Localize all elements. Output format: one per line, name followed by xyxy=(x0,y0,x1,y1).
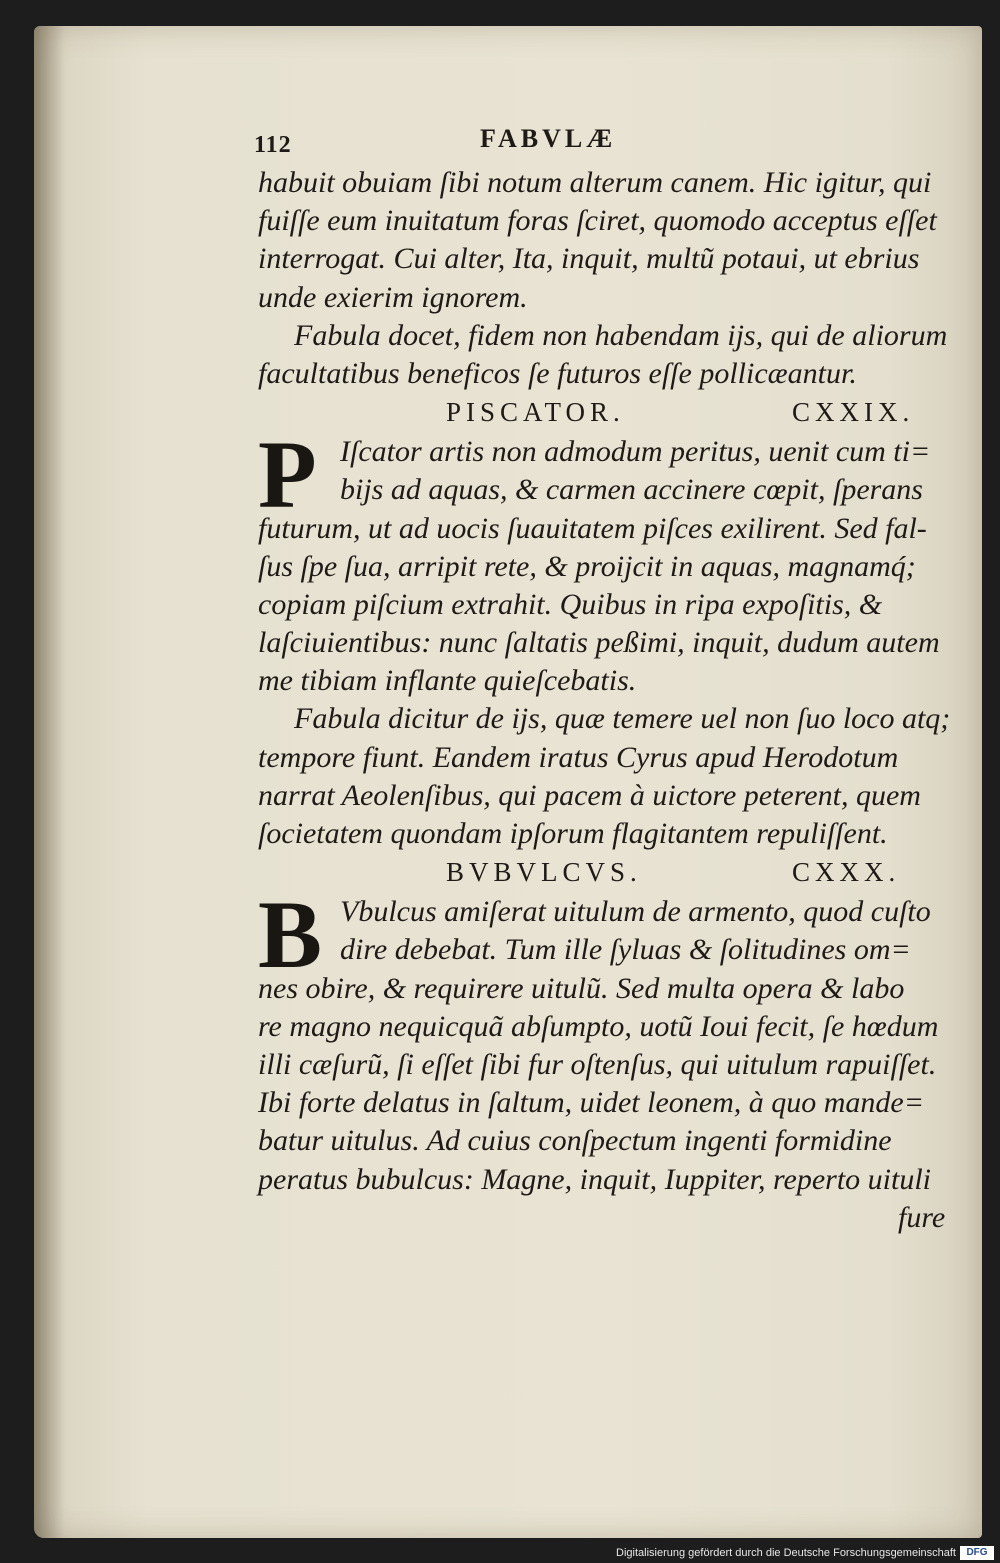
text-line: bijs ad aquas, & carmen accinere cœpit, ſperans xyxy=(340,473,923,507)
fable-heading xyxy=(258,393,958,433)
digitization-credit: Digitalisierung gefördert durch die Deutsche Forschungsgemeinschaft xyxy=(616,1547,956,1559)
text-line: Fabula dicitur de ijs, quæ temere uel non ſuo loco atq; xyxy=(294,702,951,736)
text-line: Fabula docet, fidem non habendam ijs, qui de aliorum xyxy=(294,318,948,352)
text-line: interrogat. Cui alter, Ita, inquit, multũ potaui, ut ebrius xyxy=(258,242,920,276)
text-line: futurum, ut ad uocis ſuauitatem piſces exilirent. Sed fal- xyxy=(258,511,927,545)
text-line: Iſcator artis non admodum peritus, uenit cum ti= xyxy=(340,435,931,469)
text-line: nes obire, & requirere uitulũ. Sed multa opera & labo xyxy=(258,971,905,1005)
text-line: Ibi forte delatus in ſaltum, uidet leonem, à quo mande= xyxy=(258,1086,924,1120)
text-line: ſocietatem quondam ipſorum flagitantem repuliſſent. xyxy=(258,817,888,850)
text-line: peratus bubulcus: Magne, inquit, Iuppiter, reperto uituli xyxy=(258,1162,931,1196)
fable-heading xyxy=(258,853,958,893)
text-line: batur uitulus. Ad cuius conſpectum ingenti formidine xyxy=(258,1124,892,1158)
catchword: fure xyxy=(898,1200,946,1234)
intro-passage xyxy=(258,164,958,393)
fable-number: CXXIX. xyxy=(792,397,915,428)
fable-name: PISCATOR. xyxy=(446,397,625,428)
drop-capital: B xyxy=(258,881,323,989)
text-line: fuiſſe eum inuitatum foras ſciret, quomodo acceptus eſſet xyxy=(258,204,937,238)
fable-text xyxy=(258,881,958,1237)
text-line: narrat Aeolenſibus, qui pacem à uictore peterent, quem xyxy=(258,778,921,812)
page-number: 112 xyxy=(254,132,292,158)
fable-name: BVBVLCVS. xyxy=(446,857,642,888)
text-line: ſus ſpe ſua, arripit rete, & proijcit in aquas, magnamq́; xyxy=(258,549,916,583)
running-title: FABVLÆ xyxy=(480,124,617,153)
text-line: dire debebat. Tum ille ſyluas & ſolitudines om= xyxy=(340,933,911,967)
text-line: re magno nequicquã abſumpto, uotũ Ioui fecit, ſe hœdum xyxy=(258,1009,939,1043)
text-line: habuit obuiam ſibi notum alterum canem. Hic igitur, qui xyxy=(258,166,932,199)
text-line: me tibiam inflante quieſcebatis. xyxy=(258,664,637,698)
text-line: illi cæſurũ, ſi eſſet ſibi fur oſtenſus, qui uitulum rapuiſſet. xyxy=(258,1047,937,1081)
text-line: Vbulcus amiſerat uitulum de armento, quod cuſto xyxy=(340,895,931,929)
text-line: laſciuientibus: nunc ſaltatis peßimi, inquit, dudum autem xyxy=(258,626,940,660)
page-text xyxy=(254,118,958,1237)
running-head xyxy=(254,118,958,164)
text-line: tempore fiunt. Eandem iratus Cyrus apud Herodotum xyxy=(258,740,899,774)
text-line: unde exierim ignorem. xyxy=(258,280,528,314)
page-gutter-shadow xyxy=(34,26,64,1538)
text-line: facultatibus beneficos ſe futuros eſſe pollicæantur. xyxy=(258,356,857,390)
dfg-logo: DFG xyxy=(960,1546,994,1560)
fable-number: CXXX. xyxy=(792,857,901,888)
fable-text xyxy=(258,421,958,853)
drop-capital: P xyxy=(258,421,317,529)
text-line: copiam piſcium extrahit. Quibus in ripa expoſitis, & xyxy=(258,587,883,621)
